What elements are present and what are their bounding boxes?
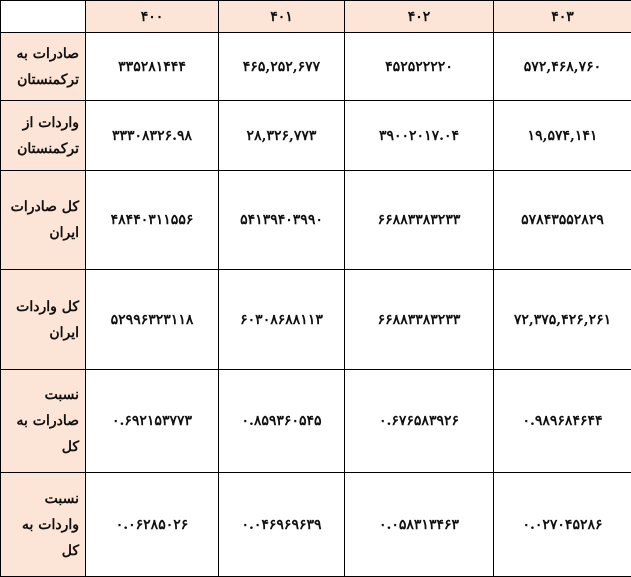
row-label-imports-from-turkmenistan: واردات از ترکمنستان — [1, 101, 86, 171]
table-row — [1, 171, 631, 270]
table-row — [1, 473, 631, 577]
table-cell: ۰.۰۵۸۳۱۳۴۶۳ — [345, 473, 494, 577]
table-cell: ۵۷۲,۴۶۸,۷۶۰ — [494, 33, 631, 101]
table-cell: ۷۲,۳۷۵,۴۲۶,۲۶۱ — [494, 270, 631, 370]
table-row — [1, 33, 631, 101]
row-label-exports-to-turkmenistan: صادرات به ترکمنستان — [1, 33, 86, 101]
table-cell: ۰.۰۲۷۰۴۵۲۸۶ — [494, 473, 631, 577]
header-year-403: ۴۰۳ — [494, 1, 631, 33]
table-cell: ۵۷۸۴۳۵۵۲۸۲۹ — [494, 171, 631, 270]
table-cell: ۲۸,۳۲۶,۷۷۳ — [219, 101, 345, 171]
table-row — [1, 101, 631, 171]
table-cell: ۶۶۸۸۳۳۸۳۲۳۳ — [345, 270, 494, 370]
table-row — [1, 370, 631, 473]
header-year-401: ۴۰۱ — [219, 1, 345, 33]
row-label-export-ratio: نسبت صادرات به کل — [1, 370, 86, 473]
table-cell: ۰.۶۷۶۵۸۳۹۲۶ — [345, 370, 494, 473]
table-cell: ۱۹,۵۷۴,۱۴۱ — [494, 101, 631, 171]
header-corner-cell — [1, 1, 86, 33]
table-cell: ۰.۸۵۹۳۶۰۵۴۵ — [219, 370, 345, 473]
header-year-400: ۴۰۰ — [86, 1, 219, 33]
header-year-402: ۴۰۲ — [345, 1, 494, 33]
row-label-total-iran-exports: کل صادرات ایران — [1, 171, 86, 270]
row-label-import-ratio: نسبت واردات به کل — [1, 473, 86, 577]
table-cell: ۵۴۱۳۹۴۰۳۹۹۰ — [219, 171, 345, 270]
table-cell: ۴۵۲۵۲۲۲۲۰ — [345, 33, 494, 101]
table-cell: ۵۲۹۹۶۳۲۳۱۱۸ — [86, 270, 219, 370]
table-cell: ۳۳۵۲۸۱۴۴۴ — [86, 33, 219, 101]
table-cell: ۳۳۳۰۸۳۲۶.۹۸ — [86, 101, 219, 171]
table-cell: ۰.۰۴۶۹۶۹۶۳۹ — [219, 473, 345, 577]
table-cell: ۰.۹۸۹۶۸۴۶۴۴ — [494, 370, 631, 473]
table-row — [1, 270, 631, 370]
table-cell: ۰.۶۹۲۱۵۳۷۷۳ — [86, 370, 219, 473]
table-cell: ۴۸۴۴۰۳۱۱۵۵۶ — [86, 171, 219, 270]
table-cell: ۰.۰۶۲۸۵۰۲۶ — [86, 473, 219, 577]
table-cell: ۶۶۸۸۳۳۸۳۲۳۳ — [345, 171, 494, 270]
row-label-total-iran-imports: کل واردات ایران — [1, 270, 86, 370]
table-cell: ۴۶۵,۲۵۲,۶۷۷ — [219, 33, 345, 101]
table-cell: ۳۹۰۰۲۰۱۷.۰۴ — [345, 101, 494, 171]
table-cell: ۶۰۳۰۸۶۸۸۱۱۳ — [219, 270, 345, 370]
header-row — [1, 1, 631, 33]
